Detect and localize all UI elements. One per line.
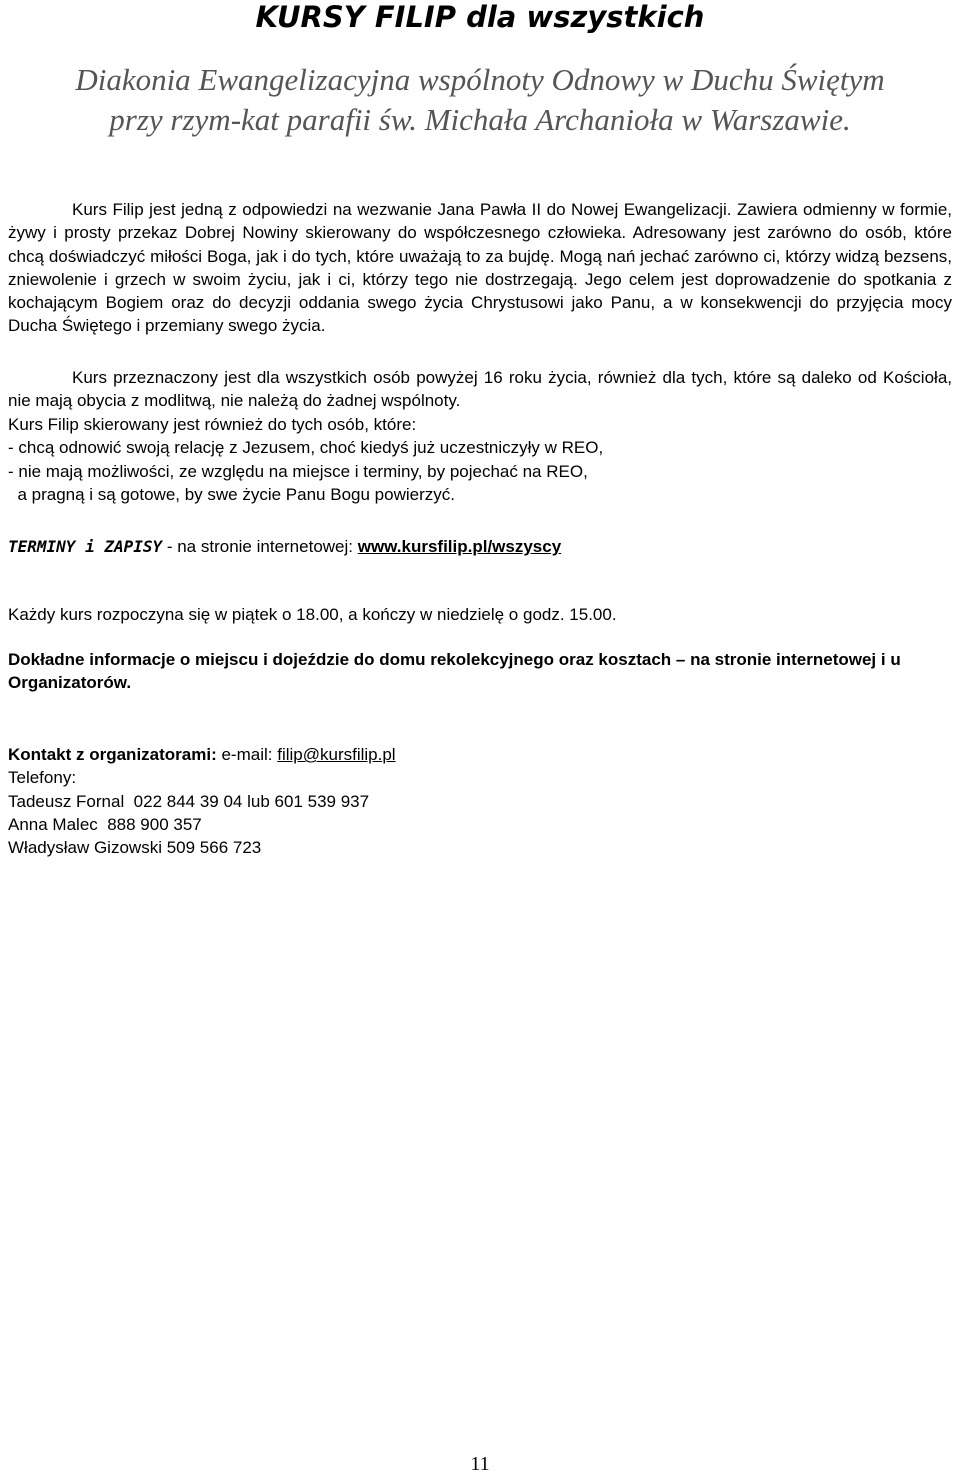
phone-entry: Anna Malec 888 900 357: [8, 814, 202, 834]
audience-paragraph: [8, 366, 952, 413]
email-prefix: e-mail:: [216, 745, 278, 764]
audience-also-text: Kurs Filip skierowany jest również do tych osób, które:: [8, 415, 417, 434]
email-link[interactable]: filip@kursfilip.pl: [277, 745, 396, 764]
page-number: 11: [470, 1453, 490, 1475]
contact-label: Kontakt z organizatorami:: [8, 745, 217, 764]
page-title: KURSY FILIP dla wszystkich: [255, 0, 705, 34]
subtitle-line-2: przy rzym-kat parafii św. Michała Archanioła w Warszawie.: [109, 102, 851, 137]
subtitle: [0, 60, 960, 140]
list-item: a pragną i są gotowe, by swe życie Panu Bogu powierzyć.: [8, 484, 455, 504]
schedule-text: Każdy kurs rozpoczyna się w piątek o 18.00, a kończy w niedzielę o godz. 15.00.: [8, 605, 617, 624]
terminy-text: - na stronie internetowej:: [162, 537, 358, 556]
list-item: - chcą odnowić swoją relację z Jezusem, choć kiedyś już uczestniczyły w REO,: [8, 438, 604, 458]
contact-block: [8, 743, 952, 859]
phones-label: Telefony:: [8, 768, 77, 788]
terminy-label: TERMINY i ZAPISY: [8, 537, 163, 556]
list-item: - nie mają możliwości, ze względu na miejsce i terminy, by pojechać na REO,: [8, 461, 588, 481]
contact-line: [8, 743, 952, 766]
audience-text: Kurs przeznaczony jest dla wszystkich osób powyżej 16 roku życia, również dla tych, które są daleko od Kościoła, nie mają obycia z modlitwą, nie należą do żadnej wspólnoty.: [8, 368, 952, 411]
subtitle-line-1: Diakonia Ewangelizacyjna wspólnoty Odnowy w Duchu Świętym: [75, 62, 885, 97]
phone-entry: Władysław Gizowski 509 566 723: [8, 838, 262, 858]
phone-entry: Tadeusz Fornal 022 844 39 04 lub 601 539 937: [8, 791, 370, 811]
terminy-line: [8, 535, 952, 558]
intro-paragraph: Kurs Filip jest jedną z odpowiedzi na wezwanie Jana Pawła II do Nowej Ewangelizacji. Zawiera odmienny w formie, żywy i prosty przekaz Dobrej Nowiny skierowany do współczesnego człowieka. Adresowany jest zarówno do osób, które chcą doświadczyć miłości Boga, jak i do tych, które uważają to za bujdę. Mogą nań jechać zarówno ci, którzy widzą bezsens, zniewolenie i grzech w swoim życiu, jak i ci, którzy tego nie dostrzegają. Jego celem jest doprowadzenie do spotkania z kochającym Bogiem oraz do decyzji oddania swego życia Chrystusowi jako Panu, a w konsekwencji do przyjęcia mocy Ducha Świętego i przemiany swego życia.: [8, 200, 952, 336]
audience-list: [8, 413, 952, 506]
details-text: Dokładne informacje o miejscu i dojeździe do domu rekolekcyjnego oraz kosztach – na stronie internetowej i u Organizatorów.: [8, 650, 901, 693]
terminy-link[interactable]: www.kursfilip.pl/wszyscy: [357, 537, 562, 556]
